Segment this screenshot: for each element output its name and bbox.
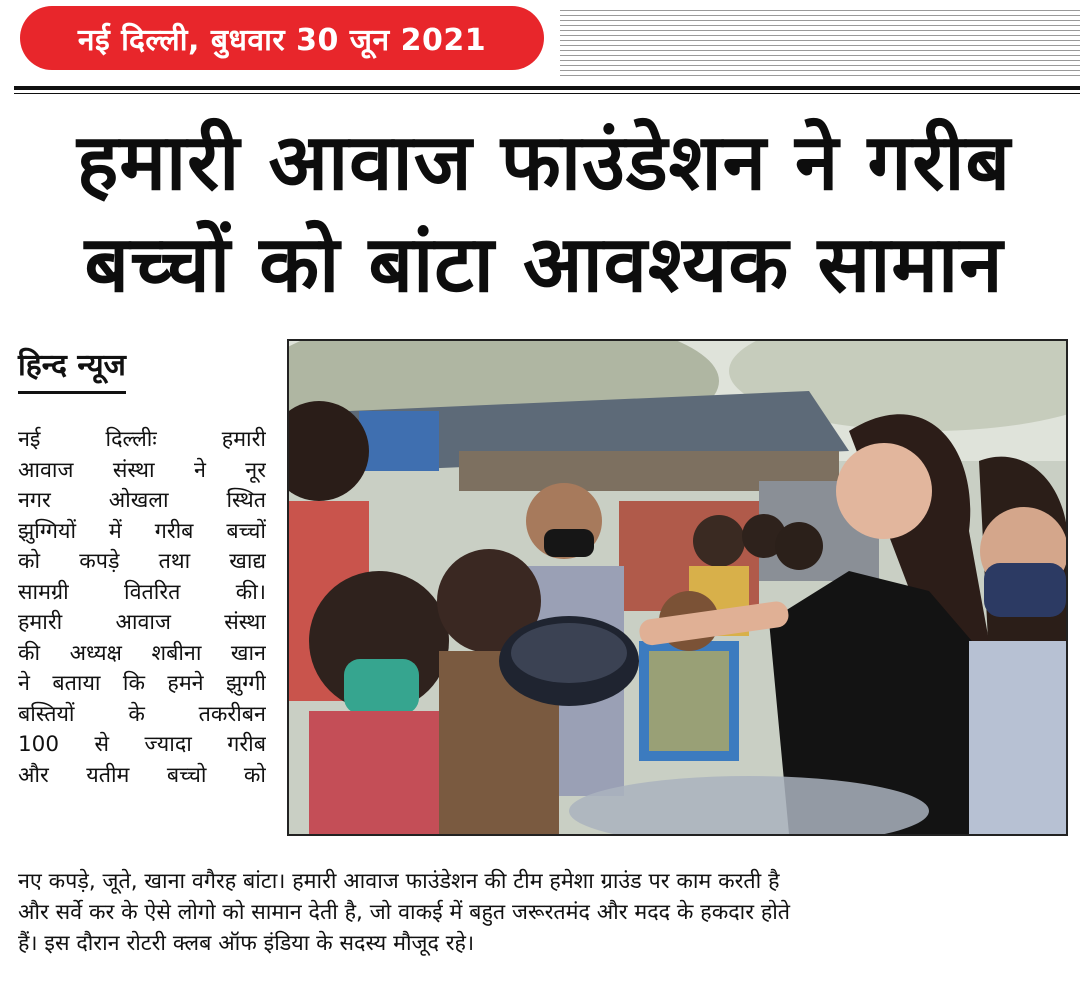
full-line: नए कपड़े, जूते, खाना वगैरह बांटा। हमारी आवाज फाउंडेशन की टीम हमेशा ग्राउंड पर काम करती है — [18, 869, 780, 894]
byline: हिन्द न्यूज — [18, 347, 126, 394]
column-line: 100 से ज्यादा गरीब — [18, 732, 266, 757]
column-line: की अध्यक्ष शबीना खान — [18, 640, 266, 666]
column-line: आवाज संस्था ने नूर — [18, 457, 266, 483]
article-column-text — [18, 425, 266, 791]
headline-line-2: बच्चों को बांटा आवश्यक सामान — [84, 220, 1004, 310]
column-line: हमारी आवाज संस्था — [18, 610, 266, 635]
column-line: को कपड़े तथा खाद्य — [18, 549, 266, 574]
masthead-hatch-decoration — [560, 10, 1080, 76]
column-line: बस्तियों के तकरीबन — [18, 701, 266, 727]
dateline-banner — [20, 6, 544, 70]
dateline-text: नई दिल्ली, बुधवार 30 जून 2021 — [77, 22, 487, 58]
column-line: नगर ओखला स्थित — [18, 488, 266, 513]
article-photo — [287, 339, 1068, 836]
headline-line-1: हमारी आवाज फाउंडेशन ने गरीब — [76, 118, 1012, 208]
column-line: झुग्गियों में गरीब बच्चों — [18, 518, 266, 544]
photo-illustration — [289, 341, 1066, 834]
masthead-rule — [14, 86, 1080, 90]
full-line: और सर्वे कर के ऐसे लोगो को सामान देती है, जो वाकई में बहुत जरूरतमंद और मदद के हकदार होते — [18, 900, 791, 925]
column-line: और यतीम बच्चो को — [18, 762, 266, 788]
column-line: नई दिल्लीः हमारी — [18, 427, 266, 452]
column-line: सामग्री वितरित की। — [18, 579, 266, 605]
article-full-width-text — [18, 866, 1074, 959]
column-line: ने बताया कि हमने झुग्गी — [18, 671, 266, 696]
full-line: हैं। इस दौरान रोटरी क्लब ऑफ इंडिया के सदस्य मौजूद रहे। — [18, 931, 475, 956]
masthead-rule-thin — [14, 93, 1080, 94]
